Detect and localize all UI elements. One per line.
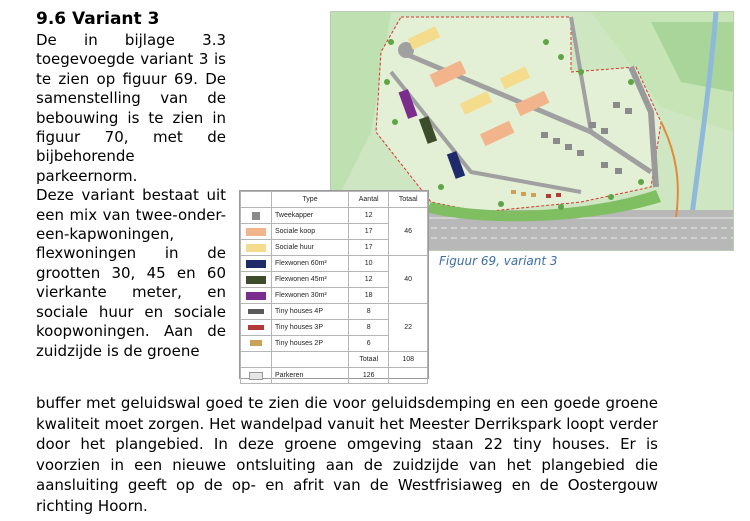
parking-icon — [249, 372, 263, 380]
table-row — [241, 256, 428, 272]
row-aantal: 8 — [349, 304, 389, 320]
row-swatch — [241, 208, 272, 224]
row-aantal: 8 — [349, 320, 389, 336]
row-type: Tiny houses 2P — [272, 336, 349, 352]
intro-text — [36, 31, 226, 361]
tiny-house-4p-swatch-icon — [248, 309, 264, 314]
tweekapper-swatch-icon — [252, 212, 260, 220]
table-parking-row — [241, 368, 428, 384]
row-aantal: 12 — [349, 272, 389, 288]
row-aantal: 6 — [349, 336, 389, 352]
section-heading: 9.6 Variant 3 — [36, 9, 160, 29]
row-aantal: 12 — [349, 208, 389, 224]
table-row — [241, 304, 428, 320]
total-row-blank-2 — [272, 352, 349, 368]
table-header-icon — [241, 192, 272, 208]
row-type: Sociale huur — [272, 240, 349, 256]
group-total: 22 — [389, 304, 428, 352]
row-swatch — [241, 320, 272, 336]
figure-caption: Figuur 69, variant 3 — [439, 254, 558, 268]
row-swatch — [241, 224, 272, 240]
group-total: 46 — [389, 208, 428, 256]
table-header-totaal: Totaal — [389, 192, 428, 208]
table-row — [241, 208, 428, 224]
flexwonen-30-swatch-icon — [246, 292, 266, 300]
flexwonen-60-swatch-icon — [246, 260, 266, 268]
row-swatch — [241, 288, 272, 304]
row-aantal: 10 — [349, 256, 389, 272]
row-type: Flexwonen 30m² — [272, 288, 349, 304]
row-type: Sociale koop — [272, 224, 349, 240]
tiny-house-2p-swatch-icon — [250, 340, 262, 346]
parking-count: 126 — [349, 368, 389, 384]
total-label: Totaal — [349, 352, 389, 368]
row-swatch — [241, 304, 272, 320]
intro-paragraph-2: Deze variant bestaat uit een mix van twee-onder-een-kapwoningen, flexwoningen in de grootten 30, 45 en 60 vierkante meter, en sociale huur en sociale koopwoningen. Aan de zuidzijde is de groene — [36, 186, 226, 360]
sociale-koop-swatch-icon — [246, 228, 266, 236]
row-type: Flexwonen 45m² — [272, 272, 349, 288]
row-aantal: 17 — [349, 224, 389, 240]
row-type: Tiny houses 4P — [272, 304, 349, 320]
body-continuation: buffer met geluidswal goed te zien die voor geluidsdemping en een goede groene kwaliteit moet zorgen. Het wandelpad vanuit het Meester Derrikspark loopt verder door het plangebied. In deze groene omgeving staan 22 tiny houses. Er is voorzien in een nieuwe ontsluiting aan de zuidzijde van het plangebied die aansluiting geeft op de op- en afrit van de Westfrisiaweg en de Oostergouw richting Hoorn. — [36, 394, 658, 515]
composition-table-grid — [240, 191, 428, 384]
parking-swatch — [241, 368, 272, 384]
row-type: Tiny houses 3P — [272, 320, 349, 336]
group-total: 40 — [389, 256, 428, 304]
flexwonen-45-swatch-icon — [246, 276, 266, 284]
parking-label: Parkeren — [272, 368, 349, 384]
table-header-row — [241, 192, 428, 208]
total-row-blank — [241, 352, 272, 368]
row-aantal: 18 — [349, 288, 389, 304]
table-header-type: Type — [272, 192, 349, 208]
grand-total: 108 — [389, 352, 428, 368]
row-type: Flexwonen 60m² — [272, 256, 349, 272]
intro-paragraph-1: De in bijlage 3.3 toegevoegde variant 3 is te zien op figuur 69. De samenstelling van de bebouwing is te zien in figuur 70, met de bijbehorende parkeernorm. — [36, 31, 226, 185]
row-swatch — [241, 272, 272, 288]
composition-table — [239, 190, 429, 379]
sociale-huur-swatch-icon — [246, 244, 266, 252]
table-total-row — [241, 352, 428, 368]
row-swatch — [241, 240, 272, 256]
row-aantal: 17 — [349, 240, 389, 256]
parking-blank — [389, 368, 428, 384]
row-type: Tweekapper — [272, 208, 349, 224]
row-swatch — [241, 336, 272, 352]
row-swatch — [241, 256, 272, 272]
table-header-aantal: Aantal — [349, 192, 389, 208]
tiny-house-3p-swatch-icon — [248, 325, 264, 330]
